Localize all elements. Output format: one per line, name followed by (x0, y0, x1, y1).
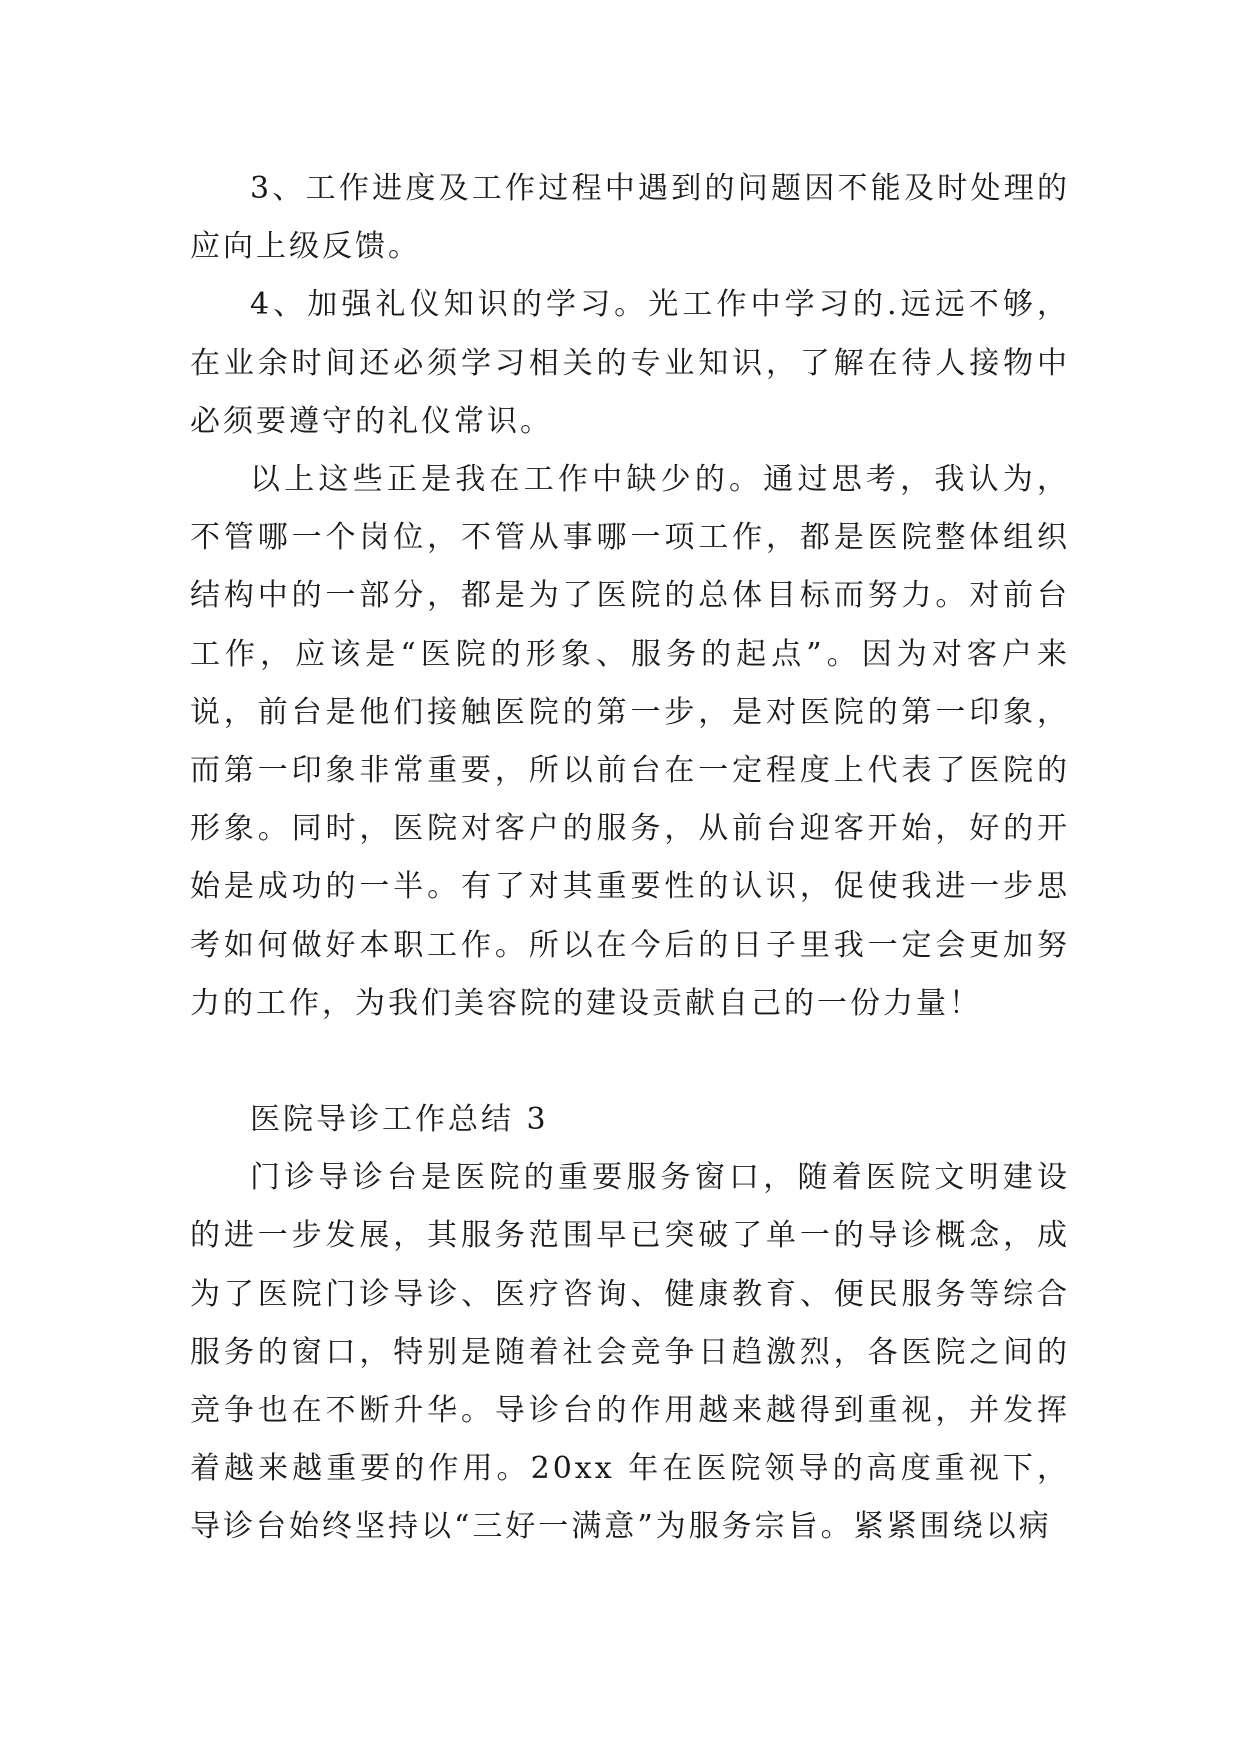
paragraph-section-intro: 门诊导诊台是医院的重要服务窗口，随着医院文明建设的进一步发展，其服务范围早已突破了单一的导诊概念，成为了医院门诊导诊、医疗咨询、健康教育、便民服务等综合服务的窗口，特别是随着社会竞争日趋激烈，各医院之间的竞争也在不断升华。导诊台的作用越来越得到重视，并发挥着越来越重要的作用。20xx 年在医院领导的高度重视下，导诊台始终坚持以“三好一满意”为服务宗旨。紧紧围绕以病 (190, 1160, 1070, 1545)
paragraph-item-4: 4、加强礼仪知识的学习。光工作中学习的.远远不够，在业余时间还必须学习相关的专业知识，了解在待人接物中必须要遵守的礼仪常识。 (190, 287, 1070, 439)
paragraph-item-3: 3、工作进度及工作过程中遇到的问题因不能及时处理的应向上级反馈。 (190, 171, 1070, 265)
section-heading: 医院导诊工作总结 3 (250, 1102, 549, 1138)
document-body (190, 160, 1070, 1557)
paragraph-summary: 以上这些正是我在工作中缺少的。通过思考，我认为，不管哪一个岗位，不管从事哪一项工作，都是医院整体组织结构中的一部分，都是为了医院的总体目标而努力。对前台工作，应该是“医院的形象、服务的起点”。因为对客户来说，前台是他们接触医院的第一步，是对医院的第一印象，而第一印象非常重要，所以前台在一定程度上代表了医院的形象。同时，医院对客户的服务，从前台迎客开始，好的开始是成功的一半。有了对其重要性的认识，促使我进一步思考如何做好本职工作。所以在今后的日子里我一定会更加努力的工作，为我们美容院的建设贡献自己的一份力量！ (190, 462, 1070, 1021)
